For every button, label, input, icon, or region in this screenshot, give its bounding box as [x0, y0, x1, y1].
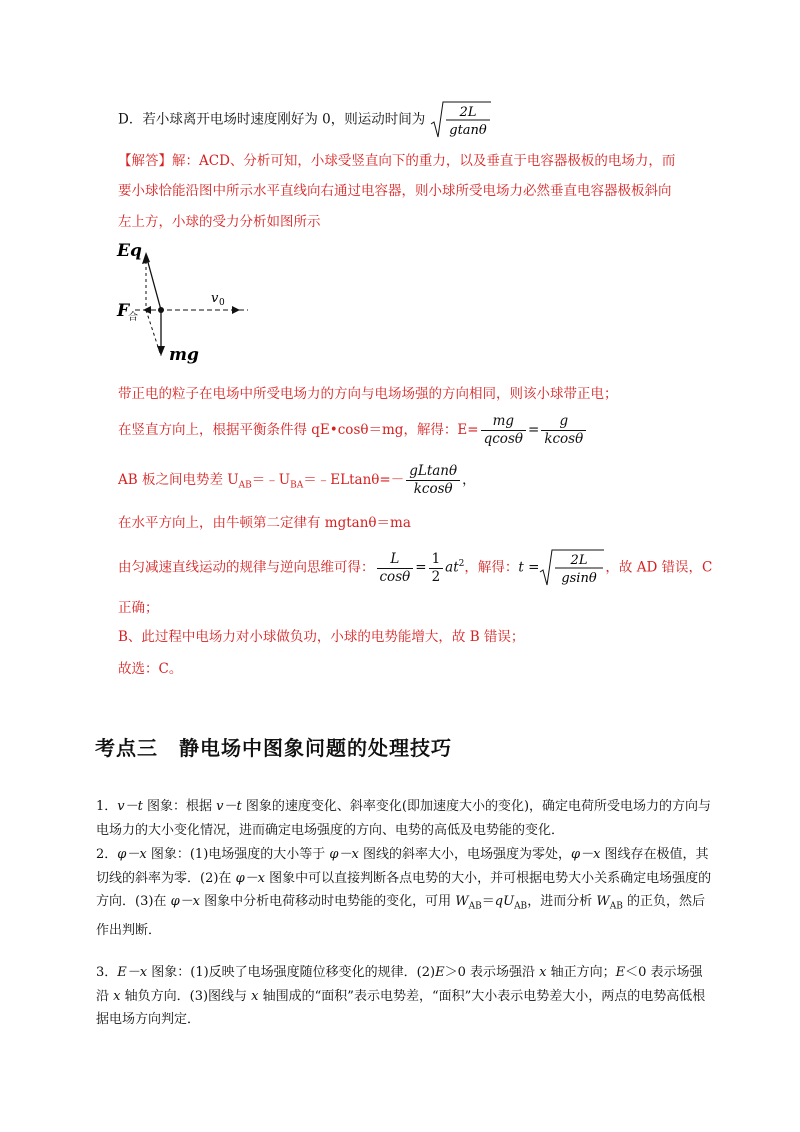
sqrt-2l-gtan	[430, 100, 492, 140]
frac-l-cos: $\frac{L}{\cos\theta}$	[377, 551, 414, 586]
solution-l2-text: 在竖直方向上，根据平衡条件得 qE•cosθ＝mg，解得：E=	[118, 422, 479, 438]
sqrt-sign-icon	[430, 100, 492, 140]
svg-text:2L: 2L	[570, 553, 588, 568]
eq-sign: =	[528, 422, 540, 438]
tip-1: 1．v－t 图象：根据 v－t 图象的速度变化、斜率变化(即加速度大小的变化)，确定电荷所受电场力的方向与电场力的大小变化情况，进而确定电场强度的方向、电势的高低及电势能的变化．	[96, 799, 712, 838]
label-f-sub: 合	[128, 312, 138, 323]
force-diagram	[113, 238, 253, 368]
label-f: F	[117, 301, 130, 321]
section-title: 考点三 静电场中图象问题的处理技巧	[95, 736, 452, 760]
label-mg: mg	[169, 345, 199, 365]
sqrt-sign-icon	[539, 548, 605, 588]
answer-line-2: 要小球恰能沿图中所示水平直线向右通过电容器，则小球所受电场力必然垂直电容器极板斜向	[118, 183, 672, 199]
ball	[158, 307, 164, 313]
answer-tag: 【解答】	[118, 153, 172, 169]
eq-vector	[146, 255, 161, 310]
frac-gltan-kcos: $\frac{gLtan\theta}{kcos\theta}$	[406, 463, 460, 498]
tip-3: 3．E－x 图象：(1)反映了电场强度随位移变化的规律．(2)E＞0 表示场强沿 x 轴正方向；E＜0 表示场强沿 x 轴负方向．(3)图线与 x 轴围成的“面积”表示电势差，“面积”大小表示电势差大小，两点的电势高低根据电场方向判定．	[96, 965, 706, 1027]
sqrt-den: gtanθ	[448, 123, 487, 138]
svg-text:gsinθ: gsinθ	[561, 571, 598, 586]
label-v0-sub: 0	[219, 298, 225, 308]
frac-g-kcos: $\frac{g}{kcos\theta}$	[541, 413, 586, 448]
label-v0: v	[211, 291, 219, 306]
answer-text-1: 解：ACD、分析可知，小球受竖直向下的重力，以及垂直于电容器极板的电场力，而	[172, 153, 676, 169]
frac-mg-qcos: $\frac{mg}{qcos\theta}$	[481, 413, 526, 448]
frac-half: $\frac{1}{2}$	[429, 551, 444, 586]
solution-line-4: 在水平方向上，由牛顿第二定律有 mgtanθ＝ma	[118, 515, 411, 531]
tip-2: 2．φ－x 图象：(1)电场强度的大小等于 φ－x 图线的斜率大小，电场强度为零处，φ－x 图线存在极值，其切线的斜率为零．(2)在 φ－x 图象中可以直接判断各点电势的大小，并可根据电势大小关系确定电场强度的方向．(3)在 φ－x 图象中分析电荷移动时电势能的变化，可用 $W_{AB}=qU_{AB}$，进而分析 $W_{AB}$ 的正负，然后作出判断．	[96, 847, 712, 939]
answer-line-3: 左上方，小球的受力分析如图所示	[118, 214, 321, 230]
solution-line-5: 由匀减速直线运动的规律与逆向思维可得： $\frac{L}{\cos\theta}$ = $\frac{1}{2}$ $at^2$，解得：t = 2L gsinθ ，故 AD 错误，C	[118, 548, 712, 588]
solution-line-3: AB 板之间电势差 $U_{AB}=﹣U_{BA}=﹣ELtan\theta=-$ $\frac{gLtan\theta}{kcos\theta}$ ，	[118, 463, 476, 497]
option-d	[118, 100, 492, 140]
solution-line-7: B、此过程中电场力对小球做负功，小球的电势能增大，故 B 错误；	[118, 629, 525, 645]
label-eq: Eq	[117, 241, 142, 261]
solution-line-1: 带正电的粒子在电场中所受电场力的方向与电场场强的方向相同，则该小球带正电；	[118, 386, 618, 402]
solution-line-2	[118, 413, 588, 448]
solution-line-6: 正确；	[118, 600, 159, 616]
answer-line-1	[118, 151, 675, 171]
option-d-text: D．若小球离开电场时速度刚好为 0，则运动时间为	[118, 111, 426, 128]
sqrt-num: 2L	[459, 105, 476, 120]
solution-line-8: 故选：C。	[118, 661, 183, 677]
mg-arrow-head	[157, 346, 165, 356]
v0-arrow-head	[232, 306, 240, 314]
